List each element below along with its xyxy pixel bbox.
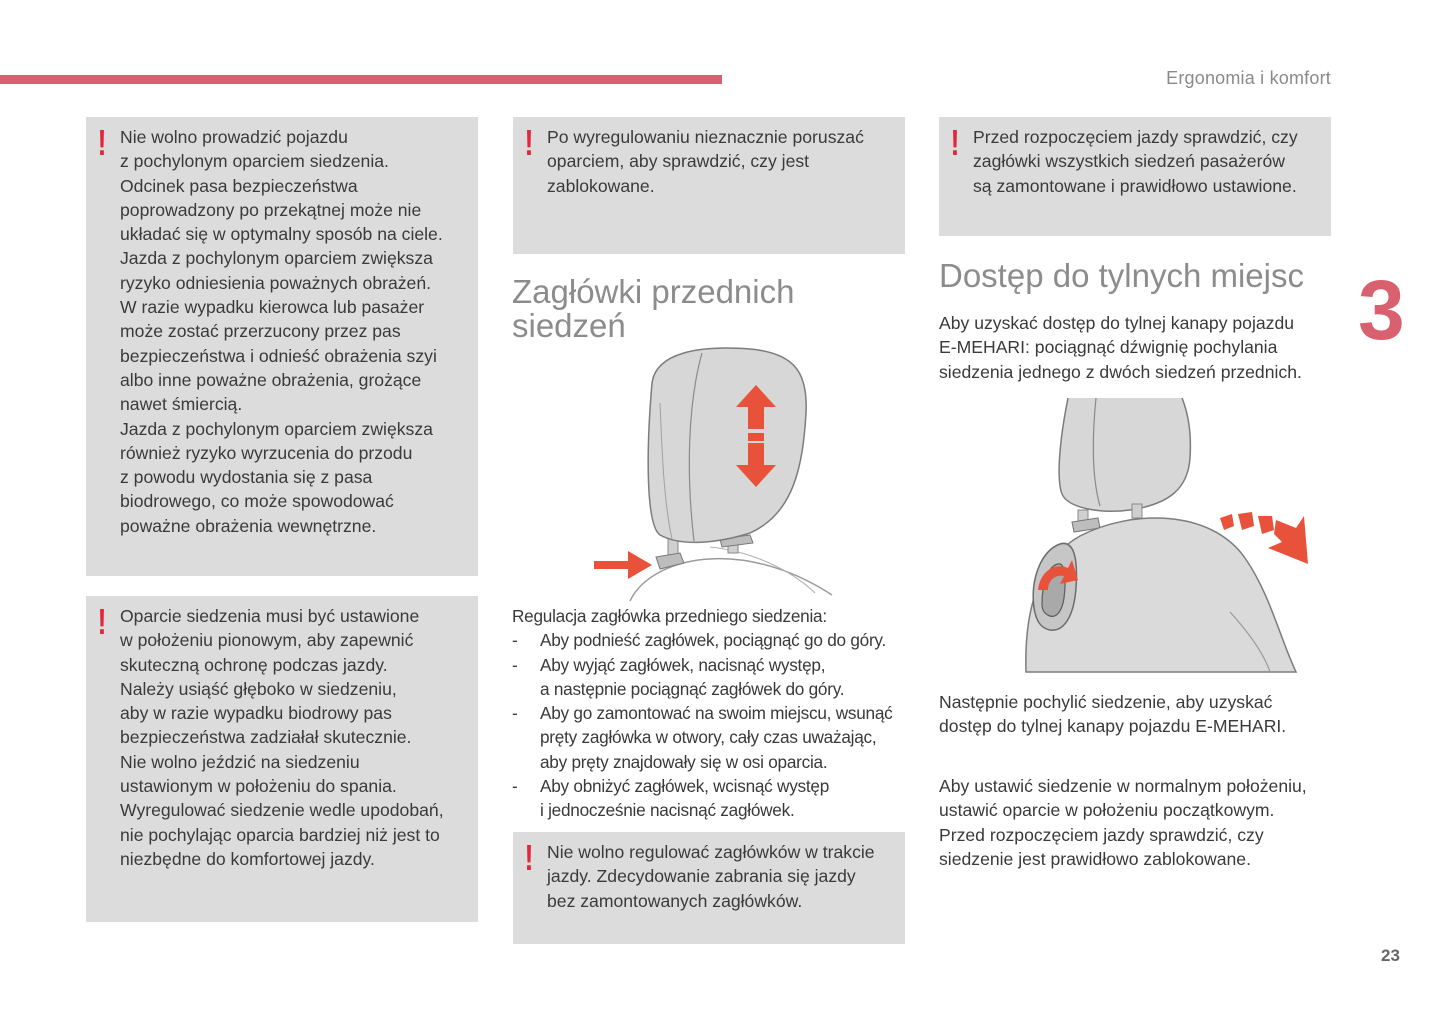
text-line: bezpieczeństwa i odnieść obrażenia szyi xyxy=(120,345,437,366)
text-line: skuteczną ochronę podczas jazdy. xyxy=(120,654,388,675)
text-line: Należy usiąść głęboko w siedzeniu, xyxy=(120,678,397,699)
warning-box-reclined-seat xyxy=(86,117,478,576)
text-line: albo inne poważne obrażenia, grożące xyxy=(120,369,422,390)
seat-tilt-illustration xyxy=(1020,398,1320,674)
page-number: 23 xyxy=(1381,946,1400,965)
text-line: siedzenie jest prawidłowo zablokowane. xyxy=(939,848,1251,869)
warning-box-upright-seat xyxy=(86,596,478,922)
list-item-line: a następnie pociągnąć zagłówek do góry. xyxy=(540,678,845,699)
warning-icon: ! xyxy=(97,601,107,642)
headrest-pad xyxy=(648,348,806,542)
text-line: Oparcie siedzenia musi być ustawione xyxy=(120,606,420,626)
text-line: niezbędne do komfortowej jazdy. xyxy=(120,848,375,869)
text-line: W razie wypadku kierowca lub pasażer xyxy=(120,297,425,318)
text-line: E-MEHARI: pociągnąć dźwignię pochylania xyxy=(939,337,1278,358)
tilt-arrow-icon xyxy=(1220,514,1234,530)
warning-text xyxy=(120,604,466,871)
warning-icon: ! xyxy=(97,122,107,163)
headrest-intro: Regulacja zagłówka przedniego siedzenia: xyxy=(512,606,827,626)
list-item xyxy=(512,628,912,652)
list-item-line: - Aby obniżyć zagłówek, wcisnąć występ xyxy=(540,776,830,797)
list-item-line: - Aby podnieść zagłówek, pociągnąć go do góry. xyxy=(540,630,887,651)
list-item-line: aby pręty znajdowały się w osi oparcia. xyxy=(540,751,828,772)
warning-icon: ! xyxy=(950,122,960,163)
list-item-line: i jednocześnie nacisnąć zagłówek. xyxy=(540,800,795,821)
list-item xyxy=(512,701,912,774)
text-line: Aby ustawić siedzenie w normalnym położeniu, xyxy=(939,776,1307,796)
text-line: Po wyregulowaniu nieznacznie poruszać xyxy=(547,127,864,147)
text-line: zablokowane. xyxy=(547,175,655,196)
text-line: jazdy. Zdecydowanie zabrania się jazdy xyxy=(547,866,856,887)
header-accent-bar xyxy=(0,75,722,84)
text-line: Aby uzyskać dostęp do tylnej kanapy pojazdu xyxy=(939,313,1295,333)
chapter-number: 3 xyxy=(1358,263,1405,357)
headrest-bullet-list xyxy=(512,628,912,822)
text-line: Odcinek pasa bezpieczeństwa xyxy=(120,175,358,196)
headrest-illustration xyxy=(590,343,840,601)
text-line: Nie wolno regulować zagłówków w trakcie xyxy=(547,842,875,862)
list-item xyxy=(512,774,912,823)
text-line: oparciem, aby sprawdzić, czy jest xyxy=(547,151,810,172)
text-line: układać się w optymalny sposób na ciele. xyxy=(120,224,443,245)
rear-access-para3 xyxy=(939,774,1339,871)
text-line: ryzyko odniesienia poważnych obrażeń. xyxy=(120,272,432,293)
text-line: Przed rozpoczęciem jazdy sprawdzić, czy xyxy=(973,127,1298,147)
warning-text xyxy=(547,840,893,913)
text-line: bez zamontowanych zagłówków. xyxy=(547,890,803,911)
text-line: może zostać przerzucony przez pas xyxy=(120,321,401,342)
text-line: dostęp do tylnej kanapy pojazdu E-MEHARI. xyxy=(939,716,1287,737)
warning-box-check-headrests xyxy=(939,117,1331,236)
section-title: Ergonomia i komfort xyxy=(1166,68,1331,88)
text-line: Jazda z pochylonym oparciem zwiększa xyxy=(120,418,433,439)
list-item-line: - Aby go zamontować na swoim miejscu, wsunąć xyxy=(540,703,893,724)
headrest-instructions xyxy=(512,604,912,823)
warning-text xyxy=(973,125,1319,198)
warning-icon: ! xyxy=(524,837,534,878)
text-line: Następnie pochylić siedzenie, aby uzyskać xyxy=(939,692,1273,712)
text-line: biodrowego, co może spowodować xyxy=(120,491,394,512)
text-line: Nie wolno prowadzić pojazdu xyxy=(120,127,348,147)
list-item-line: - Aby wyjąć zagłówek, nacisnąć występ, xyxy=(540,654,826,675)
list-item-line: pręty zagłówka w otwory, cały czas uważając, xyxy=(540,727,877,748)
text-line: Nie wolno jeździć na siedzeniu xyxy=(120,751,360,772)
warning-box-no-adjust-driving xyxy=(513,832,905,944)
text-line: Jazda z pochylonym oparciem zwiększa xyxy=(120,248,433,269)
headrest-release-tab xyxy=(656,553,684,569)
text-line: Przed rozpoczęciem jazdy sprawdzić, czy xyxy=(939,824,1264,845)
text-line: ustawionym w położeniu do spania. xyxy=(120,776,397,797)
rear-access-para1 xyxy=(939,311,1339,384)
text-line: nie pochylając oparcia bardziej niż jest to xyxy=(120,824,440,845)
warning-box-check-lock xyxy=(513,117,905,254)
text-line: bezpieczeństwa zadziałał skutecznie. xyxy=(120,727,412,748)
headrest-heading: Zagłówki przednich siedzeń xyxy=(512,273,795,344)
text-line: z powodu wydostania się z pasa xyxy=(120,467,373,488)
text-line: nawet śmiercią. xyxy=(120,394,243,415)
text-line: zagłówki wszystkich siedzeń pasażerów xyxy=(973,151,1285,172)
warning-icon: ! xyxy=(524,122,534,163)
warning-text xyxy=(120,125,466,538)
text-line: aby w razie wypadku biodrowy pas xyxy=(120,703,392,724)
text-line: są zamontowane i prawidłowo ustawione. xyxy=(973,175,1297,196)
rear-access-heading: Dostęp do tylnych miejsc xyxy=(939,257,1304,294)
text-line: siedzenia jednego z dwóch siedzeń przednich. xyxy=(939,361,1302,382)
text-line: również ryzyko wyrzucenia do przodu xyxy=(120,442,413,463)
warning-text xyxy=(547,125,893,198)
headrest-pad xyxy=(1059,398,1190,511)
text-line: poważne obrażenia wewnętrzne. xyxy=(120,515,377,536)
text-line: poprowadzony po przekątnej może nie xyxy=(120,199,422,220)
rear-access-para2 xyxy=(939,690,1339,739)
text-line: Wyregulować siedzenie wedle upodobań, xyxy=(120,800,444,821)
text-line: z pochylonym oparciem siedzenia. xyxy=(120,151,389,172)
push-arrow-icon xyxy=(594,551,652,579)
list-item xyxy=(512,653,912,702)
text-line: w położeniu pionowym, aby zapewnić xyxy=(120,630,414,651)
text-line: ustawić oparcie w położeniu początkowym. xyxy=(939,800,1275,821)
